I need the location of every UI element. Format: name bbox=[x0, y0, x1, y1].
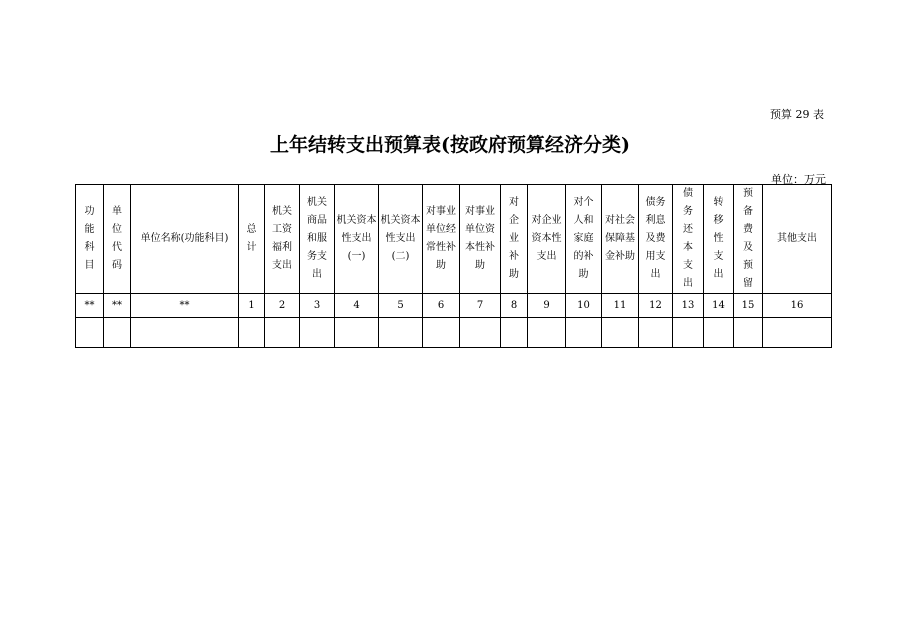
data-cell bbox=[239, 318, 265, 348]
index-cell: 12 bbox=[639, 294, 673, 318]
col-header-8: 对企业资本性支出 bbox=[528, 185, 566, 294]
index-cell: ** bbox=[131, 294, 239, 318]
table-number: 预算 29 表 bbox=[770, 108, 824, 121]
data-cell bbox=[602, 318, 639, 348]
budget-table bbox=[75, 184, 832, 348]
data-cell bbox=[265, 318, 300, 348]
index-cell: 3 bbox=[300, 294, 335, 318]
data-cell bbox=[528, 318, 566, 348]
col-header-12: 债务还本支出 bbox=[673, 185, 704, 294]
data-cell bbox=[734, 318, 763, 348]
index-cell: 11 bbox=[602, 294, 639, 318]
col-header-9: 对个人和家庭的补助 bbox=[566, 185, 602, 294]
col-header-5: 对事业单位经常性补助 bbox=[423, 185, 460, 294]
data-cell bbox=[379, 318, 423, 348]
data-cell bbox=[673, 318, 704, 348]
unit-label: 单位：万元 bbox=[771, 173, 826, 186]
index-row bbox=[76, 294, 832, 318]
data-cell bbox=[639, 318, 673, 348]
data-cell bbox=[423, 318, 460, 348]
col-header-3: 机关资本性支出(一) bbox=[335, 185, 379, 294]
col-header-13: 转移性支出 bbox=[704, 185, 734, 294]
col-header-6: 对事业单位资本性补助 bbox=[460, 185, 501, 294]
index-cell: 7 bbox=[460, 294, 501, 318]
data-cell bbox=[704, 318, 734, 348]
blank-data-row bbox=[76, 318, 832, 348]
index-cell: 14 bbox=[704, 294, 734, 318]
index-cell: 6 bbox=[423, 294, 460, 318]
col-header-11: 债务利息及费用支出 bbox=[639, 185, 673, 294]
col-header-1: 机关工资福利支出 bbox=[265, 185, 300, 294]
data-cell bbox=[131, 318, 239, 348]
col-header-2: 机关商品和服务支出 bbox=[300, 185, 335, 294]
col-header-14: 预备费及预留 bbox=[734, 185, 763, 294]
index-cell: 4 bbox=[335, 294, 379, 318]
index-cell: 8 bbox=[501, 294, 528, 318]
index-cell: 16 bbox=[763, 294, 832, 318]
data-cell bbox=[76, 318, 104, 348]
index-cell: 10 bbox=[566, 294, 602, 318]
data-cell bbox=[104, 318, 131, 348]
index-cell: 1 bbox=[239, 294, 265, 318]
col-header-7: 对企业补助 bbox=[501, 185, 528, 294]
index-cell: ** bbox=[104, 294, 131, 318]
col-header-total: 总计 bbox=[239, 185, 265, 294]
page-title: 上年结转支出预算表(按政府预算经济分类) bbox=[270, 134, 630, 156]
index-cell: 5 bbox=[379, 294, 423, 318]
col-header-unit-code: 单位代码 bbox=[104, 185, 131, 294]
header-row bbox=[76, 185, 832, 294]
col-header-10: 对社会保障基金补助 bbox=[602, 185, 639, 294]
col-header-other: 其他支出 bbox=[763, 185, 832, 294]
data-cell bbox=[566, 318, 602, 348]
index-cell: ** bbox=[76, 294, 104, 318]
col-header-4: 机关资本性支出(二) bbox=[379, 185, 423, 294]
data-cell bbox=[335, 318, 379, 348]
index-cell: 15 bbox=[734, 294, 763, 318]
data-cell bbox=[763, 318, 832, 348]
index-cell: 13 bbox=[673, 294, 704, 318]
col-header-func-subject: 功能科目 bbox=[76, 185, 104, 294]
data-cell bbox=[501, 318, 528, 348]
index-cell: 9 bbox=[528, 294, 566, 318]
data-cell bbox=[460, 318, 501, 348]
data-cell bbox=[300, 318, 335, 348]
index-cell: 2 bbox=[265, 294, 300, 318]
col-header-unit-name: 单位名称(功能科目) bbox=[131, 185, 239, 294]
